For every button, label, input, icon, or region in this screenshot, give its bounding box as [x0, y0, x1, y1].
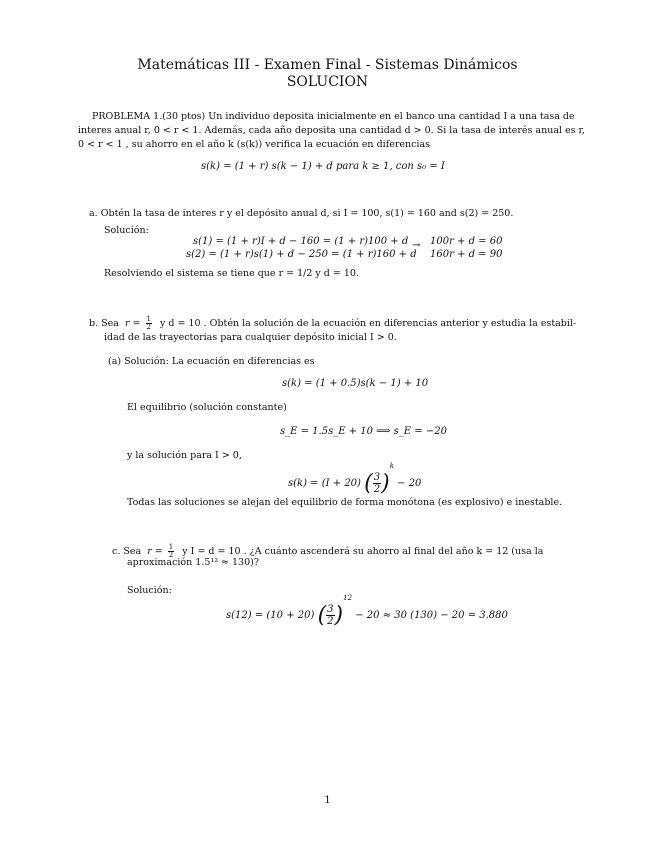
part-b-solution-exponent: k — [389, 462, 394, 470]
part-a-result-2: 160r + d = 90 — [430, 249, 503, 260]
part-b-prompt-line-2: idad de las trayectorias para cualquier depósito inicial I > 0. — [104, 332, 397, 343]
part-b-solution-intro: (a) Solución: La ecuación en diferencias es — [108, 356, 315, 367]
part-b-prompt — [89, 316, 576, 331]
part-b-r-fraction: $\frac{1}{2}$ — [146, 315, 151, 331]
page-title: Matemáticas III - Examen Final - Sistemas Dinámicos — [137, 57, 518, 73]
part-b-solution-post: − 20 — [397, 478, 422, 489]
part-c-fraction: $\frac{3}{2}$ — [327, 604, 334, 627]
part-b-solution-pre: s(k) = (I + 20) — [288, 478, 361, 489]
part-b-prompt-mid: y d = 10 . Obtén la solución de la ecuación en diferencias anterior y estudia la estabil- — [160, 318, 577, 329]
part-c-solution-equation — [226, 594, 508, 628]
part-c-prompt-pre: c. Sea — [112, 546, 142, 557]
part-b-solution-label: y la solución para I > 0, — [127, 450, 242, 461]
part-a-prompt: a. Obtén la tasa de interes r y el depósito anual d, si I = 100, s(1) = 160 and s(2) = 250. — [89, 208, 514, 219]
part-a-solution-label: Solución: — [104, 225, 149, 236]
right-paren: ) — [381, 471, 390, 496]
page-subtitle: SOLUCION — [286, 74, 369, 90]
part-a-eq2: s(2) = (1 + r)s(1) + d − 250 = (1 + r)160 + d — [186, 249, 417, 260]
part-a-arrow: → — [412, 240, 421, 251]
part-a-conclusion: Resolviendo el sistema se tiene que r = 1/2 y d = 10. — [104, 268, 359, 279]
page-number: 1 — [324, 795, 331, 806]
part-c-prompt-line-2: aproximación 1.5¹² ≈ 130)? — [127, 557, 259, 568]
part-c-prompt-mid: y I = d = 10 . ¿A cuánto ascenderá su ahorro al final del año k = 12 (usa la — [182, 546, 544, 557]
right-paren: ) — [334, 603, 344, 628]
problem-line-2: interes anual r, 0 < r < 1. Además, cada año deposita una cantidad d > 0. Si la tasa de interés anual es r, — [78, 125, 586, 136]
part-b-equilibrium-label: El equilibrio (solución constante) — [127, 402, 287, 413]
part-b-solution-equation — [288, 462, 421, 496]
part-c-solution-label: Solución: — [127, 585, 172, 596]
part-c-eq-post: − 20 ≈ 30 (130) − 20 = 3.880 — [355, 610, 508, 621]
part-c-exponent: 12 — [343, 594, 353, 602]
part-c-r-fraction: $\frac{1}{2}$ — [168, 543, 174, 559]
left-paren: ( — [317, 603, 327, 628]
part-b-r-label: r = — [124, 318, 141, 329]
problem-line-3: 0 < r < 1 , su ahorro en el año k (s(k)) verifica la ecuación en diferencias — [78, 139, 431, 150]
part-b-equilibrium-equation: s_E = 1.5s_E + 10 ⟹ s_E = −20 — [280, 426, 447, 437]
left-paren: ( — [364, 471, 373, 496]
part-b-prompt-pre: b. Sea — [89, 318, 119, 329]
problem-equation: s(k) = (1 + r) s(k − 1) + d para k ≥ 1, con s₀ = I — [201, 161, 445, 172]
part-b-main-equation: s(k) = (1 + 0.5)s(k − 1) + 10 — [282, 378, 429, 389]
part-c-eq-pre: s(12) = (10 + 20) — [226, 610, 315, 621]
part-b-solution-fraction: $\frac{3}{2}$ — [373, 472, 381, 495]
part-a-eq1: s(1) = (1 + r)I + d − 160 = (1 + r)100 + d — [193, 236, 409, 247]
problem-line-1: PROBLEMA 1.(30 ptos) Un individuo deposita inicialmente en el banco una cantidad I a una tasa de — [92, 111, 575, 122]
part-a-result-1: 100r + d = 60 — [430, 236, 503, 247]
part-b-conclusion: Todas las soluciones se alejan del equilibrio de forma monótona (es explosivo) e inestable. — [127, 497, 563, 508]
part-c-r-label: r = — [147, 546, 163, 557]
